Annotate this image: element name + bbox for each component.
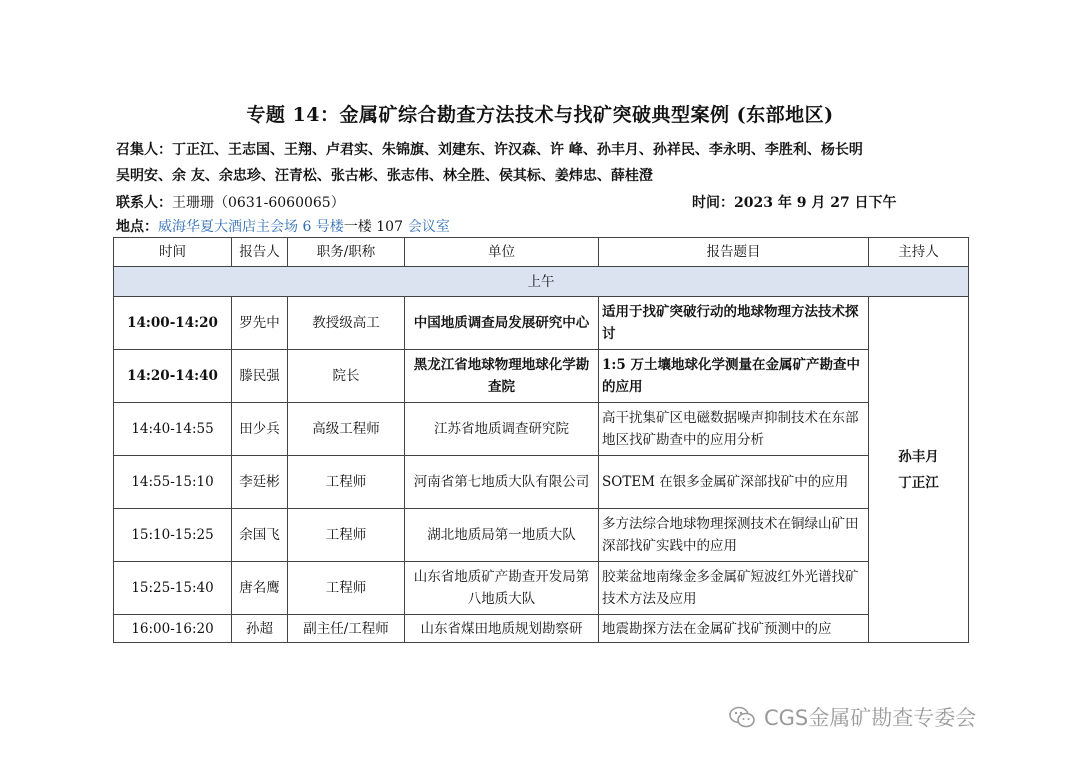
conveners-line-2 xyxy=(116,165,653,185)
row-topic: SOTEM 在银多金属矿深部找矿中的应用 xyxy=(599,456,869,509)
contact-line xyxy=(116,192,345,212)
row-speaker: 孙超 xyxy=(232,615,288,643)
table-row xyxy=(114,456,969,509)
location-suffix: 会议室 xyxy=(407,219,450,235)
table-row xyxy=(114,509,969,562)
row-unit: 黑龙江省地球物理地球化学勘查院 xyxy=(405,350,599,403)
row-speaker: 罗先中 xyxy=(232,297,288,350)
header-unit: 单位 xyxy=(405,238,599,267)
header-host: 主持人 xyxy=(869,238,969,267)
header-position: 职务/职称 xyxy=(288,238,405,267)
row-time: 15:10-15:25 xyxy=(114,509,232,562)
contact-label: 联系人： xyxy=(116,195,172,211)
host-name-2: 丁正江 xyxy=(898,474,939,491)
row-unit: 河南省第七地质大队有限公司 xyxy=(405,456,599,509)
row-speaker: 唐名鹰 xyxy=(232,562,288,615)
header-time: 时间 xyxy=(114,238,232,267)
conveners-label: 召集人： xyxy=(116,142,172,158)
row-topic: 胶莱盆地南缘金多金属矿短波红外光谱找矿技术方法及应用 xyxy=(599,562,869,615)
contact-name: 王珊珊（0631-6060065） xyxy=(172,195,345,211)
table-row xyxy=(114,403,969,456)
conveners-names-1: 丁正江、王志国、王翔、卢君实、朱锦旗、刘建东、许汉森、许 峰、孙丰月、孙祥民、李永明、李胜利、杨长明 xyxy=(172,142,863,158)
row-topic: 地震勘探方法在金属矿找矿预测中的应 xyxy=(599,615,869,643)
schedule-table xyxy=(113,237,969,643)
row-time: 14:40-14:55 xyxy=(114,403,232,456)
header-speaker: 报告人 xyxy=(232,238,288,267)
row-position: 工程师 xyxy=(288,562,405,615)
table-row xyxy=(114,350,969,403)
table-row xyxy=(114,297,969,350)
row-position: 副主任/工程师 xyxy=(288,615,405,643)
row-topic: 多方法综合地球物理探测技术在铜绿山矿田深部找矿实践中的应用 xyxy=(599,509,869,562)
row-position: 工程师 xyxy=(288,509,405,562)
table-row xyxy=(114,562,969,615)
row-unit: 中国地质调查局发展研究中心 xyxy=(405,297,599,350)
row-unit: 湖北地质局第一地质大队 xyxy=(405,509,599,562)
row-topic: 1:5 万土壤地球化学测量在金属矿产勘查中的应用 xyxy=(599,350,869,403)
row-unit: 江苏省地质调查研究院 xyxy=(405,403,599,456)
host-name-1: 孙丰月 xyxy=(898,448,939,465)
page-title: 专题 14：金属矿综合勘查方法技术与找矿突破典型案例 (东部地区) xyxy=(246,104,834,126)
row-speaker: 李廷彬 xyxy=(232,456,288,509)
location-line xyxy=(116,216,450,236)
row-position: 院长 xyxy=(288,350,405,403)
wechat-icon xyxy=(728,705,756,729)
table-row xyxy=(114,615,969,643)
host-cell xyxy=(869,297,969,643)
row-unit: 山东省地质矿产勘查开发局第八地质大队 xyxy=(405,562,599,615)
row-position: 工程师 xyxy=(288,456,405,509)
location-room: 一楼 107 xyxy=(343,219,403,235)
row-time: 15:25-15:40 xyxy=(114,562,232,615)
row-unit: 山东省煤田地质规划勘察研 xyxy=(405,615,599,643)
watermark xyxy=(728,702,976,732)
conveners-line-1 xyxy=(116,139,863,159)
row-position: 高级工程师 xyxy=(288,403,405,456)
table-header-row xyxy=(114,238,969,267)
session-time: 时间：2023 年 9 月 27 日下午 xyxy=(692,195,897,211)
row-speaker: 滕民强 xyxy=(232,350,288,403)
row-time: 14:00-14:20 xyxy=(114,297,232,350)
location-label: 地点： xyxy=(116,219,158,235)
header-topic: 报告题目 xyxy=(599,238,869,267)
row-speaker: 余国飞 xyxy=(232,509,288,562)
row-position: 教授级高工 xyxy=(288,297,405,350)
conveners-names-2: 吴明安、余 友、余忠珍、汪青松、张古彬、张志伟、林全胜、侯其标、姜炜忠、薛桂澄 xyxy=(116,168,653,184)
watermark-text: CGS金属矿勘查专委会 xyxy=(764,706,977,730)
row-speaker: 田少兵 xyxy=(232,403,288,456)
row-topic: 高干扰集矿区电磁数据噪声抑制技术在东部地区找矿勘查中的应用分析 xyxy=(599,403,869,456)
row-topic: 适用于找矿突破行动的地球物理方法技术探讨 xyxy=(599,297,869,350)
location-venue: 威海华夏大酒店主会场 6 号楼 xyxy=(158,219,344,235)
row-time: 14:20-14:40 xyxy=(114,350,232,403)
row-time: 14:55-15:10 xyxy=(114,456,232,509)
row-time: 16:00-16:20 xyxy=(114,615,232,643)
section-row xyxy=(114,267,969,297)
section-label: 上午 xyxy=(114,267,969,297)
